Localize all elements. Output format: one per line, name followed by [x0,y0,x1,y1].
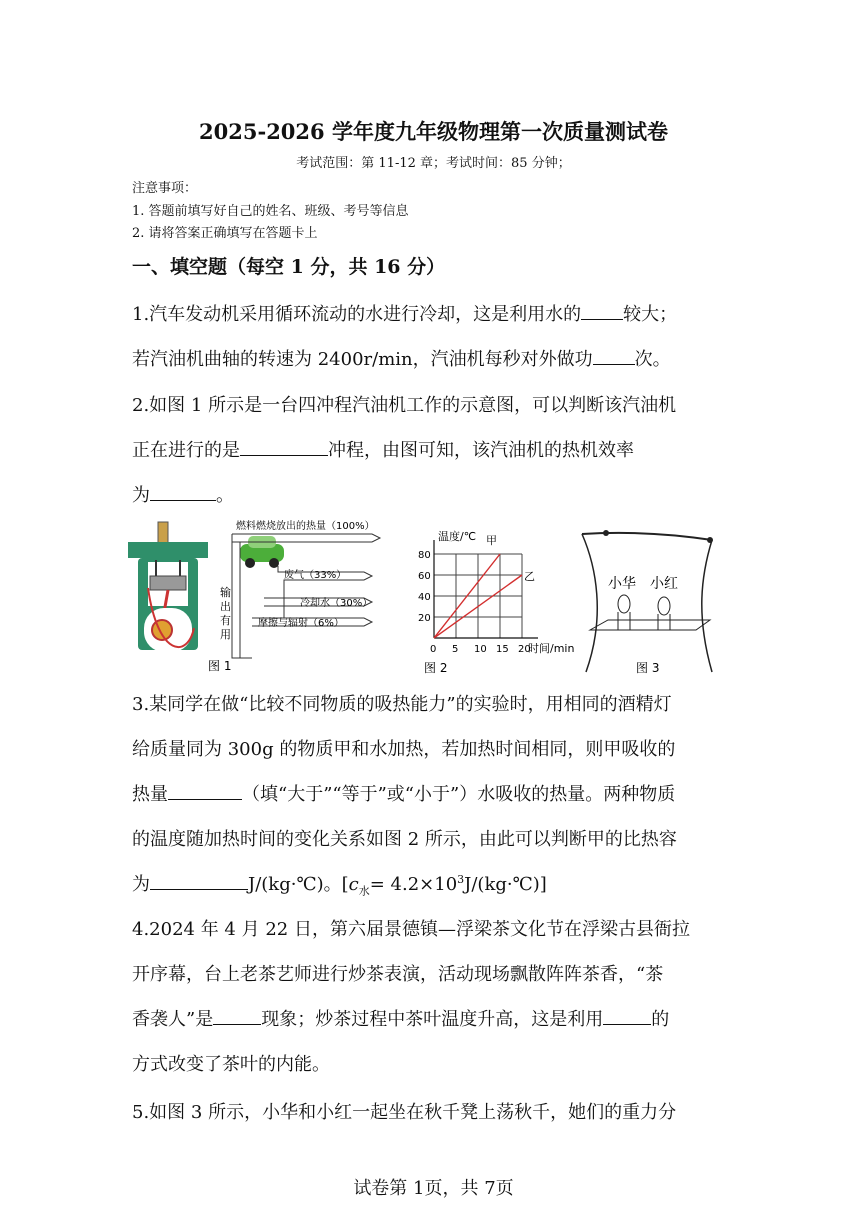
name-xiaohua: 小华 [608,576,636,592]
x-tick-label: 15 [496,644,509,655]
y-tick-label: 20 [418,613,431,624]
formula-unit: J/(kg·℃)] [464,874,547,895]
useful-label-3: 有 [220,614,231,627]
answer-blank[interactable] [168,781,242,800]
q3-line3: 热量 （填“大于”“等于”或“小于”）水吸收的热量。两种物质 [132,780,675,806]
car-icon [240,536,284,568]
q1-line1: 1.汽车发动机采用循环流动的水进行冷却，这是利用水的 较大； [132,300,677,326]
q4-line4: 方式改变了茶叶的内能。 [132,1054,330,1075]
figure2-caption: 图 2 [424,661,448,675]
formula-value: = 4.2×10 [369,874,458,895]
useful-label-4: 用 [220,628,231,641]
exam-scope: 考试范围：第 11-12 章；考试时间：85 分钟； [296,156,571,171]
q3-line4: 的温度随加热时间的变化关系如图 2 所示，由此可以判断甲的比热容 [132,829,677,850]
answer-blank[interactable] [150,482,216,501]
notes-item-2: 2. 请将答案正确填写在答题卡上 [132,226,318,241]
answer-blank[interactable] [240,437,328,456]
q1-line2: 若汽油机曲轴的转速为 2400r/min，汽油机每秒对外做功 次。 [132,345,671,371]
q4-line3: 香袭人”是 现象；炒茶过程中茶叶温度升高，这是利用 的 [132,1005,669,1031]
notes-item-1: 1. 答题前填写好自己的姓名、班级、考号等信息 [132,204,409,219]
q3-line5: 为 J/(kg·℃)。[$c_水=$ $4.2\times 10^3J/(kg\cdot℃)$] [132,873,547,898]
chart-ylabel: 温度/℃ [438,530,477,543]
y-tick-label: 40 [418,592,431,603]
answer-blank[interactable] [150,871,248,890]
section-title: 一、填空题（每空 1 分，共 16 分） [132,256,446,278]
q5-line1: 5.如图 3 所示，小华和小红一起坐在秋千凳上荡秋千，她们的重力分 [132,1102,677,1123]
notes-heading: 注意事项： [132,181,198,196]
answer-blank[interactable] [581,301,623,320]
q3-line2: 给质量同为 300g 的物质甲和水加热，若加热时间相同，则甲吸收的 [132,739,676,760]
figure1-caption: 图 1 [208,659,232,673]
y-tick-label: 60 [418,571,431,582]
formula-sup: 3 [457,873,465,886]
engine-illustration [128,522,208,652]
page-title: 2025-2026 学年度九年级物理第一次质量测试卷 [199,119,668,144]
figure3-caption: 图 3 [636,661,660,675]
x-tick-label: 20 [518,644,531,655]
figure-3 [576,526,742,676]
formula-c: c [348,874,359,895]
q2-line3: 为 。 [132,481,234,507]
branch-exhaust: 废气（33%） [284,570,347,581]
name-xiaohong: 小红 [650,576,678,592]
q4-line1: 4.2024 年 4 月 22 日，第六届景德镇—浮梁茶文化节在浮梁古县衙拉 [132,919,690,940]
series-label-yi: 乙 [524,570,535,583]
q2-line1: 2.如图 1 所示是一台四冲程汽油机工作的示意图，可以判断该汽油机 [132,395,677,416]
y-tick-label: 80 [418,550,431,561]
useful-label-1: 输 [220,586,231,599]
answer-blank[interactable] [593,346,635,365]
figure-1 [128,518,390,676]
formula-sub: 水 [358,884,370,898]
answer-blank[interactable] [603,1006,651,1025]
person-xiaohong [658,597,670,630]
person-xiaohua [618,595,630,630]
figure-2-chart [404,528,590,676]
branch-coolant: 冷却水（30%） [300,598,373,609]
q3-line1: 3.某同学在做“比较不同物质的吸热能力”的实验时，用相同的酒精灯 [132,694,672,715]
x-tick-label: 10 [474,644,487,655]
series-label-jia: 甲 [486,534,497,547]
q2-line2: 正在进行的是 冲程，由图可知，该汽油机的热机效率 [132,436,634,462]
chart-xlabel: 时间/min [528,642,575,655]
branch-friction: 摩擦与辐射（6%） [258,618,344,629]
page-footer: 试卷第 1页，共 7页 [353,1178,514,1199]
x-tick-label: 5 [452,644,459,655]
useful-label-2: 出 [220,600,231,613]
energy-total-label: 燃料燃烧放出的热量（100%） [236,521,375,532]
x-tick-label: 0 [430,644,437,655]
q4-line2: 开序幕，台上老茶艺师进行炒茶表演，活动现场飘散阵阵茶香，“茶 [132,964,664,985]
answer-blank[interactable] [213,1006,261,1025]
